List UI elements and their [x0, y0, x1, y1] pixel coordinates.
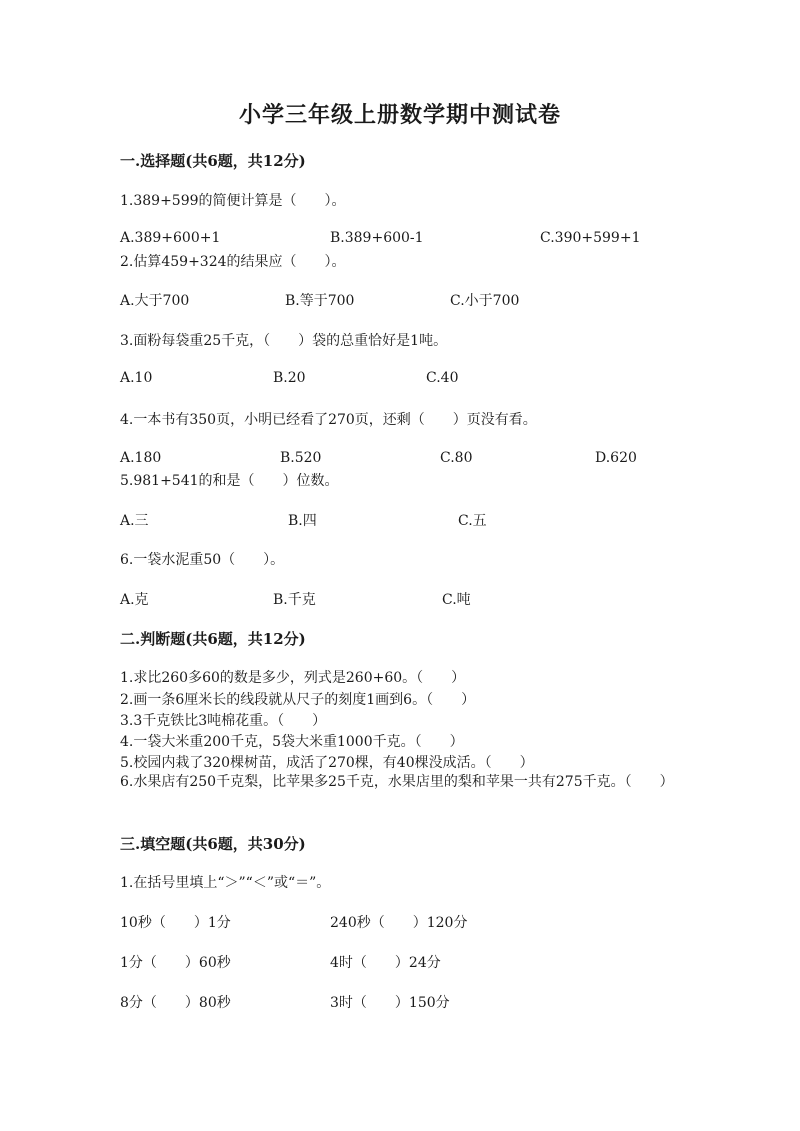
- options-row: [120, 370, 680, 390]
- option-c: C.80: [440, 450, 473, 466]
- options-row: [120, 450, 680, 470]
- question-text: 4.一本书有350页，小明已经看了270页，还剩（ ）页没有看。: [120, 412, 537, 428]
- compare-item: 8分（ ）80秒: [120, 995, 231, 1011]
- judgment-item: 6.水果店有250千克梨，比苹果多25千克，水果店里的梨和苹果一共有275千克。（ ）: [120, 774, 674, 790]
- option-b: B.等于700: [285, 293, 355, 309]
- page-title: 小学三年级上册数学期中测试卷: [238, 102, 561, 128]
- compare-row: [120, 912, 680, 932]
- judgment-item: 1.求比260多60的数是多少，列式是260+60。（ ）: [120, 670, 466, 686]
- options-row: [120, 290, 680, 310]
- question-text: 5.981+541的和是（ ）位数。: [120, 473, 339, 489]
- question-text: 1.在括号里填上“＞”“＜”或“＝”。: [120, 875, 331, 891]
- option-d: D.620: [595, 450, 637, 466]
- question-text: 2.估算459+324的结果应（ ）。: [120, 254, 346, 270]
- option-c: C.五: [458, 513, 487, 529]
- judgment-item: 2.画一条6厘米长的线段就从尺子的刻度1画到6。（ ）: [120, 692, 476, 708]
- option-c: C.小于700: [450, 293, 520, 309]
- option-b: B.四: [288, 513, 317, 529]
- compare-item: 4时（ ）24分: [330, 955, 441, 971]
- section-header-choice: 一.选择题(共6题，共12分): [120, 152, 306, 170]
- option-a: A.10: [120, 370, 153, 386]
- option-b: B.千克: [273, 592, 316, 608]
- options-row: [120, 510, 680, 530]
- option-b: B.389+600-1: [330, 230, 424, 246]
- option-b: B.520: [280, 450, 322, 466]
- option-b: B.20: [273, 370, 306, 386]
- question-text: 1.389+599的简便计算是（ ）。: [120, 193, 346, 209]
- option-a: A.三: [120, 513, 149, 529]
- option-a: A.大于700: [120, 293, 190, 309]
- option-c: C.吨: [442, 592, 471, 608]
- compare-item: 1分（ ）60秒: [120, 955, 231, 971]
- section-header-fill: 三.填空题(共6题，共30分): [120, 835, 306, 853]
- compare-row: [120, 992, 680, 1012]
- question-text: 6.一袋水泥重50（ ）。: [120, 552, 285, 568]
- option-c: C.40: [426, 370, 459, 386]
- compare-item: 3时（ ）150分: [330, 995, 450, 1011]
- compare-item: 240秒（ ）120分: [330, 915, 468, 931]
- judgment-item: 4.一袋大米重200千克，5袋大米重1000千克。（ ）: [120, 734, 464, 750]
- judgment-item: 5.校园内栽了320棵树苗，成活了270棵，有40棵没成活。（ ）: [120, 755, 534, 771]
- option-a: A.389+600+1: [120, 230, 221, 246]
- section-header-judgment: 二.判断题(共6题，共12分): [120, 630, 306, 648]
- option-a: A.180: [120, 450, 162, 466]
- options-row: [120, 589, 680, 609]
- compare-item: 10秒（ ）1分: [120, 915, 231, 931]
- compare-row: [120, 952, 680, 972]
- option-c: C.390+599+1: [540, 230, 641, 246]
- judgment-item: 3.3千克铁比3吨棉花重。（ ）: [120, 713, 327, 729]
- options-row: [120, 230, 680, 250]
- question-text: 3.面粉每袋重25千克，（ ）袋的总重恰好是1吨。: [120, 333, 448, 349]
- option-a: A.克: [120, 592, 149, 608]
